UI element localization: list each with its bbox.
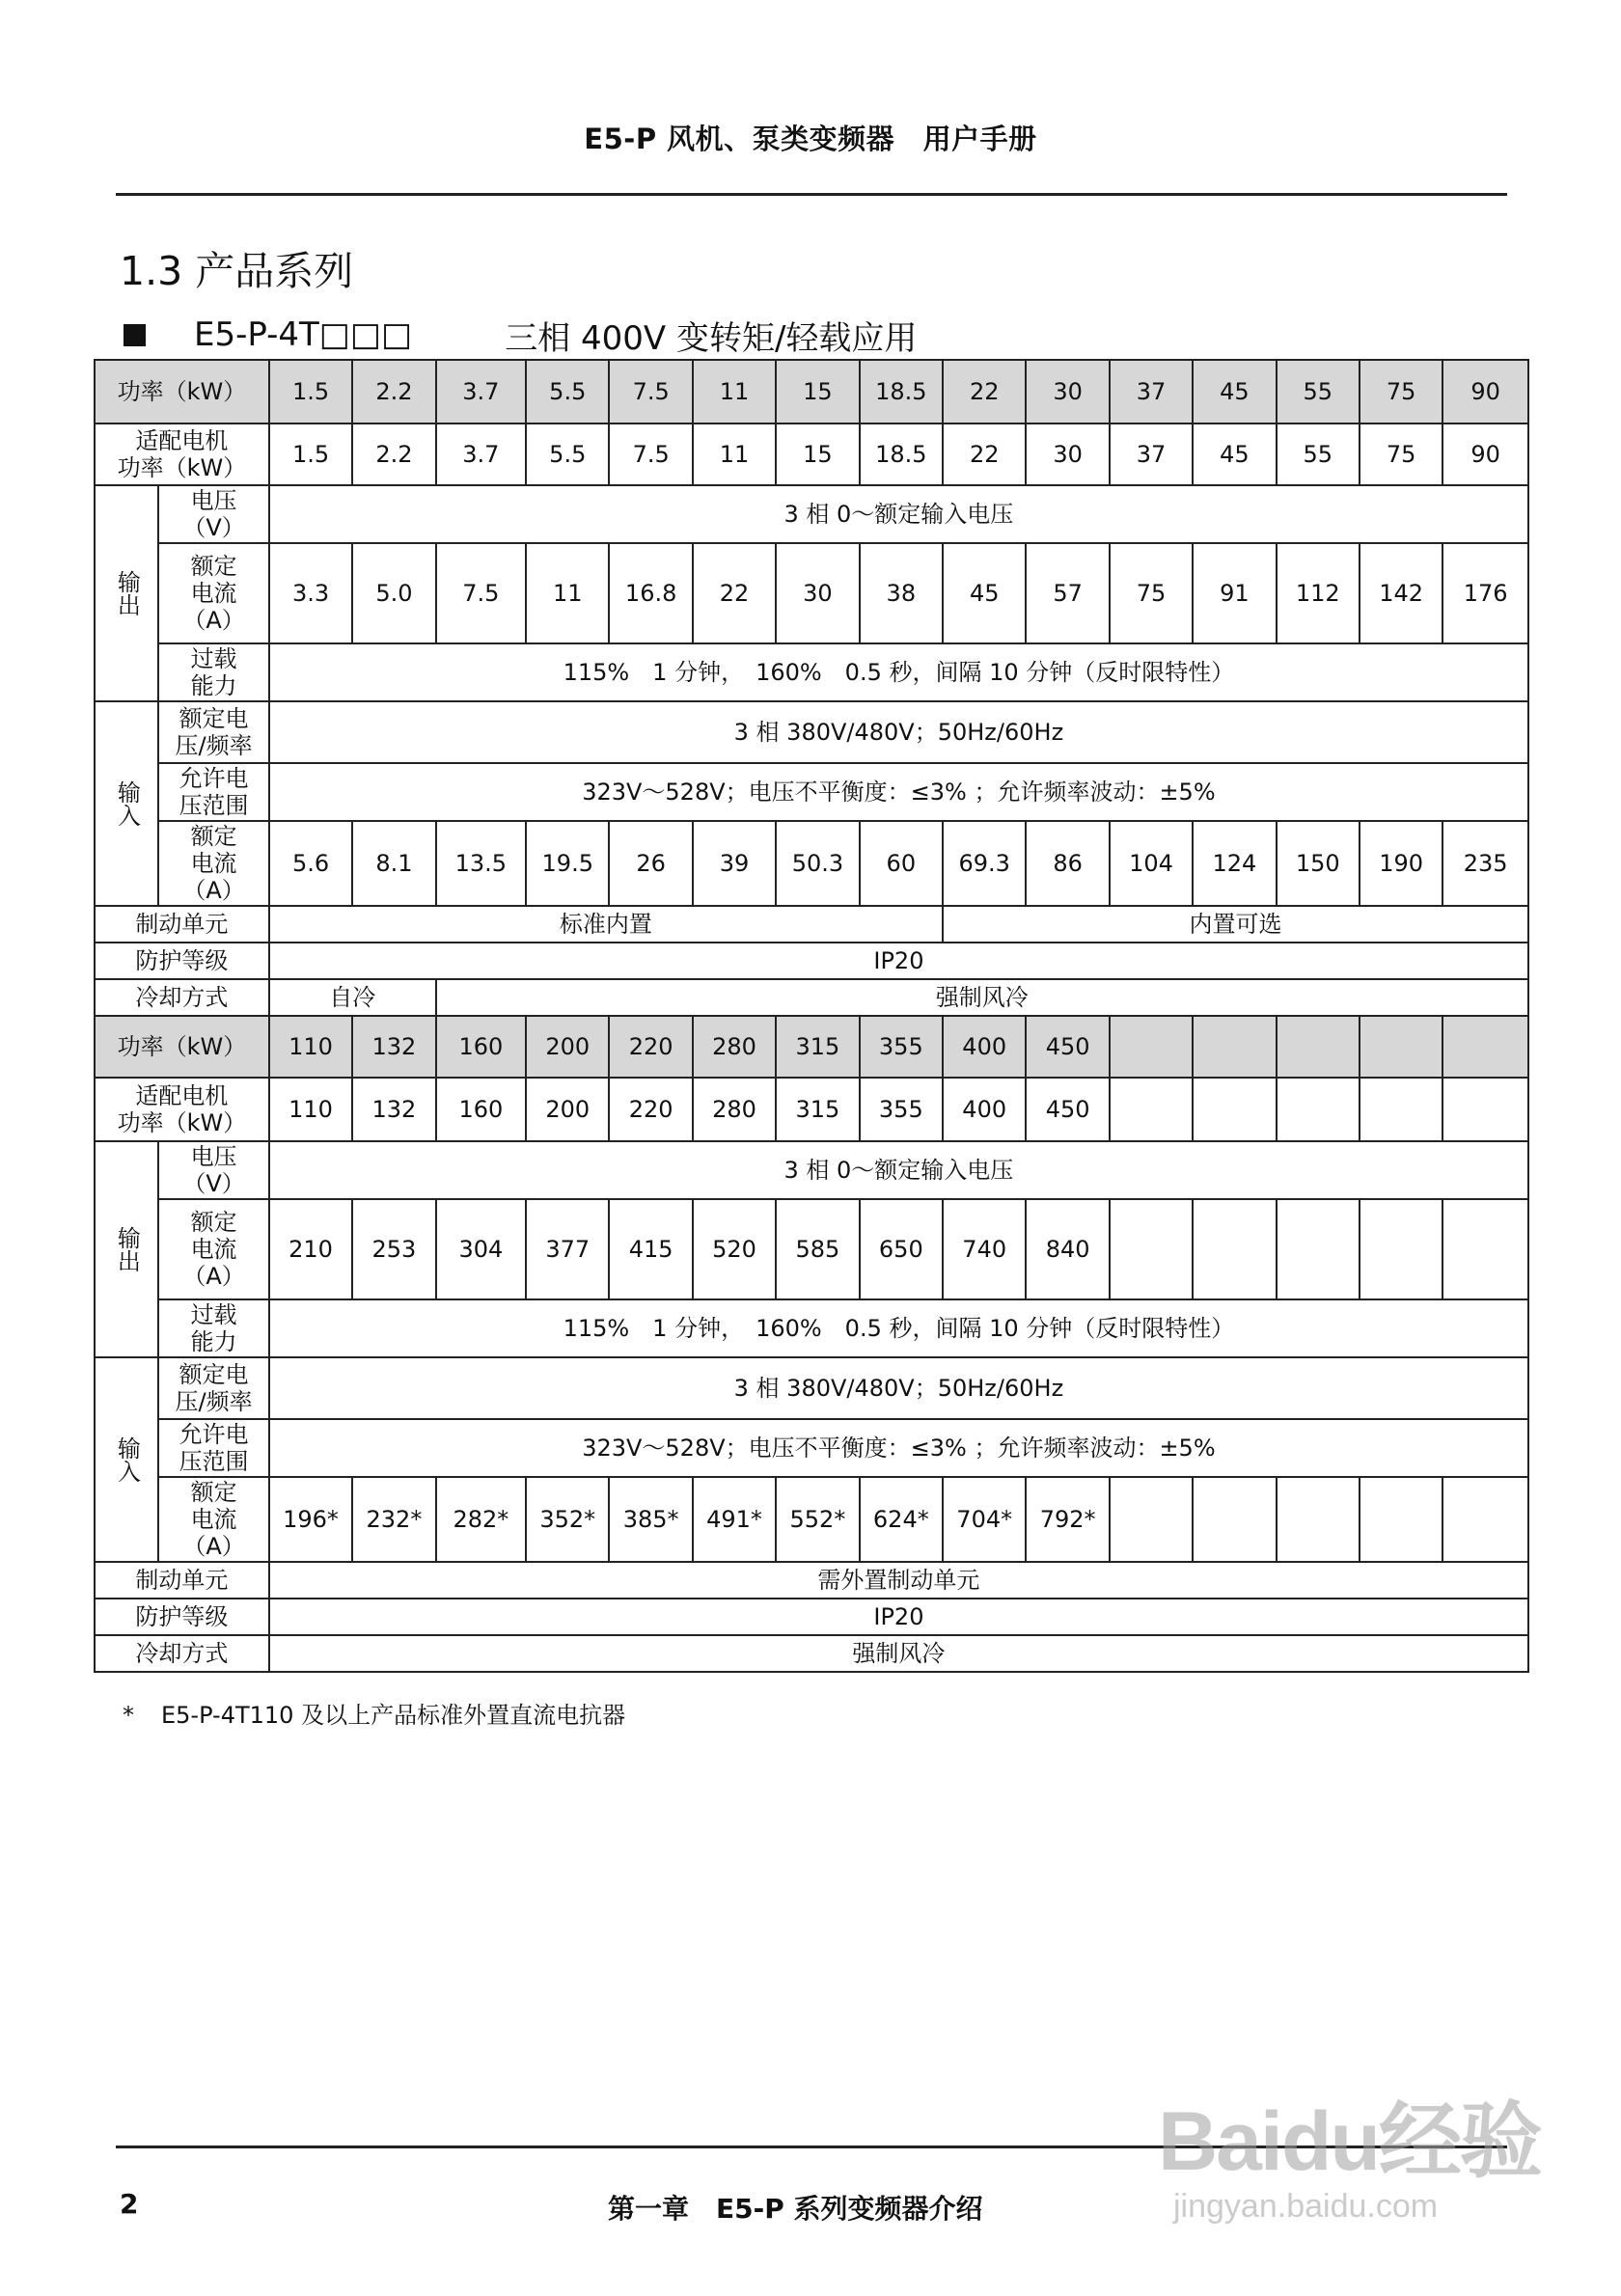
table-cell: 400 (943, 1016, 1026, 1078)
table-cell (1360, 1016, 1442, 1078)
table-cell: 190 (1360, 821, 1442, 906)
power-label: 功率（kW） (95, 360, 269, 424)
table-cell: 3.3 (269, 543, 352, 643)
table-cell: 352* (526, 1477, 609, 1562)
input-allow-value: 323V～528V；电压不平衡度：≤3% ；允许频率波动：±5% (269, 1419, 1528, 1477)
table-cell: 3.7 (436, 424, 526, 485)
input-rated-value: 3 相 380V/480V；50Hz/60Hz (269, 701, 1528, 763)
table-cell: 30 (1026, 424, 1109, 485)
table-cell (1193, 1199, 1276, 1299)
table-cell (1442, 1199, 1528, 1299)
table-cell: 55 (1277, 360, 1360, 424)
rated-vf-label: 额定电 压/频率 (158, 1357, 269, 1419)
power-label: 功率（kW） (95, 1016, 269, 1078)
table-cell: 200 (526, 1078, 609, 1141)
table-cell: 315 (776, 1016, 859, 1078)
footnote-star: * (123, 1702, 134, 1729)
motor-power-label: 适配电机 功率（kW） (95, 1078, 269, 1141)
power-row (95, 360, 1528, 424)
table-cell: 60 (860, 821, 943, 906)
output-current-row (95, 1199, 1528, 1299)
input-rated-row (95, 701, 1528, 763)
table-cell (1277, 1078, 1360, 1141)
table-cell: 196* (269, 1477, 352, 1562)
table-cell (1193, 1477, 1276, 1562)
table-cell: 16.8 (609, 543, 692, 643)
table-cell: 90 (1442, 360, 1528, 424)
table-cell: 142 (1360, 543, 1442, 643)
table-cell: 315 (776, 1078, 859, 1141)
overload-label: 过载 能力 (158, 643, 269, 701)
baidu-watermark (1158, 2074, 1563, 2248)
table-cell: 75 (1360, 424, 1442, 485)
table-cell (1110, 1477, 1193, 1562)
overload-value: 115% 1 分钟， 160% 0.5 秒，间隔 10 分钟（反时限特性） (269, 643, 1528, 701)
brake-label: 制动单元 (95, 1562, 269, 1599)
overload-row (95, 1299, 1528, 1357)
watermark-url: jingyan.baidu.com (1173, 2188, 1439, 2225)
table-cell: 110 (269, 1016, 352, 1078)
table-cell: 37 (1110, 424, 1193, 485)
footnote (123, 1696, 625, 1730)
motor-power-label: 适配电机 功率（kW） (95, 424, 269, 485)
header-rule (116, 193, 1507, 196)
table-cell: 235 (1442, 821, 1528, 906)
table-cell: 22 (693, 543, 776, 643)
square-bullet-icon (124, 324, 146, 346)
table-cell: 69.3 (943, 821, 1026, 906)
table-cell: 38 (860, 543, 943, 643)
section-heading: 1.3 产品系列 (120, 248, 354, 294)
table-cell: 8.1 (352, 821, 435, 906)
table-cell: 18.5 (860, 424, 943, 485)
protection-value: IP20 (269, 943, 1528, 979)
table-cell: 3.7 (436, 360, 526, 424)
current-label: 额定 电流 （A） (158, 543, 269, 643)
spec-table (94, 359, 1529, 1673)
table-cell (1277, 1016, 1360, 1078)
table-cell: 840 (1026, 1199, 1109, 1299)
cooling-forced: 强制风冷 (436, 979, 1528, 1016)
table-cell: 450 (1026, 1078, 1109, 1141)
table-cell: 253 (352, 1199, 435, 1299)
table-cell (1360, 1199, 1442, 1299)
voltage-label: 电压 （V） (158, 485, 269, 543)
input-allow-row (95, 763, 1528, 821)
cooling-row (95, 979, 1528, 1016)
table-cell: 220 (609, 1078, 692, 1141)
table-cell: 5.5 (526, 360, 609, 424)
protection-label: 防护等级 (95, 1599, 269, 1635)
table-cell: 50.3 (776, 821, 859, 906)
block1-body (95, 360, 1528, 1016)
table-cell (1110, 1199, 1193, 1299)
table-cell (1360, 1477, 1442, 1562)
table-cell: 585 (776, 1199, 859, 1299)
table-cell: 11 (526, 543, 609, 643)
table-cell: 22 (943, 360, 1026, 424)
table-cell: 2.2 (352, 424, 435, 485)
output-voltage-value: 3 相 0～额定输入电压 (269, 1141, 1528, 1199)
output-voltage-row (95, 1141, 1528, 1199)
input-current-label: 额定 电流 （A） (158, 821, 269, 906)
table-cell: 7.5 (609, 360, 692, 424)
table-cell: 650 (860, 1199, 943, 1299)
output-current-row (95, 543, 1528, 643)
cooling-self: 自冷 (269, 979, 436, 1016)
table-cell: 45 (943, 543, 1026, 643)
table-cell: 304 (436, 1199, 526, 1299)
table-cell: 355 (860, 1016, 943, 1078)
table-cell: 75 (1110, 543, 1193, 643)
table-cell: 415 (609, 1199, 692, 1299)
table-cell: 15 (776, 360, 859, 424)
table-cell: 150 (1277, 821, 1360, 906)
table-cell (1442, 1016, 1528, 1078)
input-group-label: 输入 (95, 701, 158, 906)
table-cell: 5.5 (526, 424, 609, 485)
series-line (124, 314, 917, 356)
table-cell (1277, 1477, 1360, 1562)
table-cell: 520 (693, 1199, 776, 1299)
table-cell: 5.6 (269, 821, 352, 906)
protection-label: 防护等级 (95, 943, 269, 979)
input-current-row (95, 1477, 1528, 1562)
table-cell: 30 (1026, 360, 1109, 424)
protection-row (95, 1599, 1528, 1635)
footer-title: 第一章 E5-P 系列变频器介绍 (608, 2193, 983, 2225)
table-cell: 112 (1277, 543, 1360, 643)
table-cell (1110, 1016, 1193, 1078)
protection-value: IP20 (269, 1599, 1528, 1635)
table-cell: 2.2 (352, 360, 435, 424)
table-cell: 450 (1026, 1016, 1109, 1078)
table-cell: 11 (693, 424, 776, 485)
table-cell: 400 (943, 1078, 1026, 1141)
table-cell: 39 (693, 821, 776, 906)
table-cell: 91 (1193, 543, 1276, 643)
current-label: 额定 电流 （A） (158, 1199, 269, 1299)
table-cell: 5.0 (352, 543, 435, 643)
page-number: 2 (120, 2188, 139, 2220)
output-voltage-value: 3 相 0～额定输入电压 (269, 485, 1528, 543)
table-cell: 7.5 (436, 543, 526, 643)
output-group-label: 输出 (95, 485, 158, 701)
table-cell: 90 (1442, 424, 1528, 485)
table-cell: 11 (693, 360, 776, 424)
table-cell: 132 (352, 1016, 435, 1078)
table-cell: 220 (609, 1016, 692, 1078)
table-cell: 7.5 (609, 424, 692, 485)
table-cell: 232* (352, 1477, 435, 1562)
table-cell (1442, 1078, 1528, 1141)
table-cell: 45 (1193, 360, 1276, 424)
watermark-logo: Baidu经验 (1158, 2095, 1541, 2188)
rated-vf-label: 额定电 压/频率 (158, 701, 269, 763)
table-cell: 355 (860, 1078, 943, 1141)
table-cell: 552* (776, 1477, 859, 1562)
table-cell: 624* (860, 1477, 943, 1562)
table-cell: 160 (436, 1078, 526, 1141)
brake-optional: 内置可选 (943, 906, 1528, 943)
cooling-label: 冷却方式 (95, 1635, 269, 1672)
table-cell: 132 (352, 1078, 435, 1141)
table-cell: 740 (943, 1199, 1026, 1299)
input-allow-value: 323V～528V；电压不平衡度：≤3% ；允许频率波动：±5% (269, 763, 1528, 821)
table-cell (1277, 1199, 1360, 1299)
table-cell: 160 (436, 1016, 526, 1078)
table-cell: 22 (943, 424, 1026, 485)
table-cell (1360, 1078, 1442, 1141)
block2-body (95, 1016, 1528, 1672)
table-cell: 45 (1193, 424, 1276, 485)
table-cell: 37 (1110, 360, 1193, 424)
table-cell: 792* (1026, 1477, 1109, 1562)
overload-label: 过载 能力 (158, 1299, 269, 1357)
table-cell (1110, 1078, 1193, 1141)
output-voltage-row (95, 485, 1528, 543)
table-cell: 124 (1193, 821, 1276, 906)
table-cell: 110 (269, 1078, 352, 1141)
table-cell: 55 (1277, 424, 1360, 485)
motor-power-row (95, 424, 1528, 485)
header-title: E5-P 风机、泵类变频器 用户手册 (584, 123, 1037, 155)
series-description: 三相 400V 变转矩/轻载应用 (505, 318, 918, 358)
input-rated-row (95, 1357, 1528, 1419)
cooling-label: 冷却方式 (95, 979, 269, 1016)
table-cell (1193, 1016, 1276, 1078)
brake-external: 需外置制动单元 (269, 1562, 1528, 1599)
table-cell: 104 (1110, 821, 1193, 906)
table-cell: 385* (609, 1477, 692, 1562)
power-row (95, 1016, 1528, 1078)
brake-row (95, 906, 1528, 943)
output-group-label: 输出 (95, 1141, 158, 1357)
table-cell: 704* (943, 1477, 1026, 1562)
motor-power-row (95, 1078, 1528, 1141)
table-cell: 19.5 (526, 821, 609, 906)
table-cell: 176 (1442, 543, 1528, 643)
cooling-forced: 强制风冷 (269, 1635, 1528, 1672)
input-allow-row (95, 1419, 1528, 1477)
input-rated-value: 3 相 380V/480V；50Hz/60Hz (269, 1357, 1528, 1419)
input-current-label: 额定 电流 （A） (158, 1477, 269, 1562)
brake-standard: 标准内置 (269, 906, 943, 943)
voltage-label: 电压 （V） (158, 1141, 269, 1199)
protection-row (95, 943, 1528, 979)
table-cell: 57 (1026, 543, 1109, 643)
overload-row (95, 643, 1528, 701)
cooling-row (95, 1635, 1528, 1672)
table-cell: 13.5 (436, 821, 526, 906)
table-cell: 15 (776, 424, 859, 485)
brake-label: 制动单元 (95, 906, 269, 943)
table-cell: 280 (693, 1078, 776, 1141)
table-cell (1193, 1078, 1276, 1141)
table-cell: 210 (269, 1199, 352, 1299)
table-cell: 75 (1360, 360, 1442, 424)
table-cell: 26 (609, 821, 692, 906)
table-cell: 1.5 (269, 360, 352, 424)
series-model: E5-P-4T□□□ (194, 315, 413, 354)
overload-value: 115% 1 分钟， 160% 0.5 秒，间隔 10 分钟（反时限特性） (269, 1299, 1528, 1357)
table-cell: 86 (1026, 821, 1109, 906)
table-cell: 18.5 (860, 360, 943, 424)
footnote-text: E5-P-4T110 及以上产品标准外置直流电抗器 (161, 1702, 626, 1729)
table-cell: 30 (776, 543, 859, 643)
allow-label: 允许电 压范围 (158, 763, 269, 821)
input-group-label: 输入 (95, 1357, 158, 1562)
table-cell: 200 (526, 1016, 609, 1078)
table-cell: 280 (693, 1016, 776, 1078)
allow-label: 允许电 压范围 (158, 1419, 269, 1477)
table-cell (1442, 1477, 1528, 1562)
table-cell: 491* (693, 1477, 776, 1562)
brake-row (95, 1562, 1528, 1599)
table-cell: 377 (526, 1199, 609, 1299)
input-current-row (95, 821, 1528, 906)
table-cell: 282* (436, 1477, 526, 1562)
table-cell: 1.5 (269, 424, 352, 485)
